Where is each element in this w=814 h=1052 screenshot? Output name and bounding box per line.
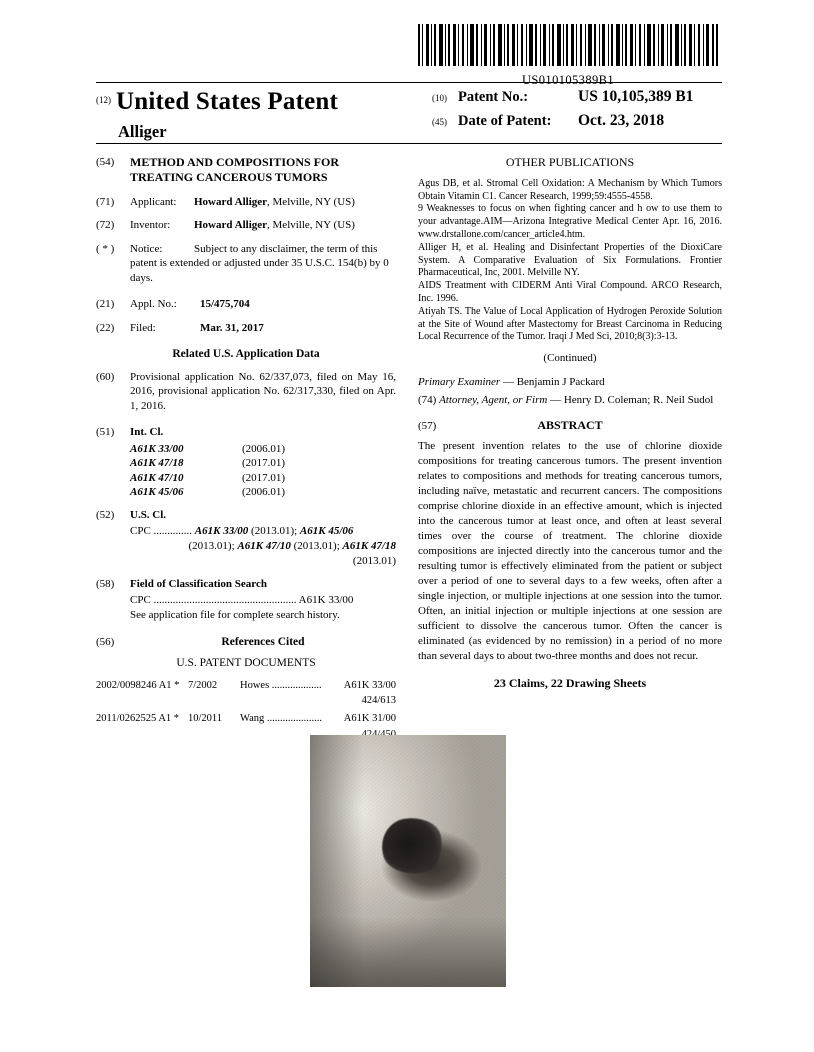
claims-drawings-line: 23 Claims, 22 Drawing Sheets: [493, 675, 647, 690]
filed-label: Filed:: [130, 321, 156, 334]
reference-date: 7/2002: [188, 679, 218, 691]
references-heading: References Cited: [221, 636, 305, 649]
field-int-cl-tag: (51): [96, 426, 115, 439]
abstract-header-row: [418, 418, 722, 434]
barcode-image: [418, 24, 718, 66]
reference-pubno: 2011/0262525 A1 *: [96, 713, 180, 725]
related-text: Provisional application No. 62/337,073, filed on May 16, 2016, provisional application No. 62/317,330, filed on Apr. 1, 2016.: [130, 370, 396, 412]
barcode-block: [418, 24, 718, 88]
reference-assignee: Howes ...................: [240, 679, 322, 691]
field-appl-no: [96, 297, 396, 312]
int-cl-row: [130, 485, 396, 500]
inventor-address: , Melville, NY (US): [267, 219, 355, 232]
int-cl-class: A61K 47/10: [130, 471, 184, 484]
cpc-date-2: (2013.01);: [188, 539, 238, 552]
cpc-line-1: [130, 524, 396, 539]
cpc-line-2: [130, 539, 396, 554]
applicant-name: Howard Alliger: [194, 195, 268, 208]
field-related: [96, 370, 396, 414]
int-cl-year: (2006.01): [242, 442, 286, 455]
masthead: [96, 88, 722, 142]
patent-number-label: Patent No.:: [458, 89, 529, 105]
cpc-class-2: A61K 45/06: [299, 525, 354, 538]
field-inventor: [96, 218, 396, 233]
appl-no-label: Appl. No.:: [130, 298, 177, 311]
attorney-label: Attorney, Agent, or Firm: [439, 394, 548, 407]
reference-class: A61K 33/00: [343, 679, 396, 691]
notice-text: Subject to any disclaimer, the term of this patent is extended or adjusted under 35 U.S.C. 154(b) by 0 days.: [130, 242, 389, 284]
barcode-number: US010105389B1: [521, 73, 615, 87]
field-filed-tag: (22): [96, 321, 115, 334]
field-title: [96, 155, 396, 186]
patent-date-row: [432, 112, 722, 130]
cpc-class-1: A61K 33/00: [194, 525, 249, 538]
header-rule-bottom: [96, 143, 722, 144]
reference-row: [96, 712, 396, 726]
field-notice-tag: ( * ): [96, 242, 115, 255]
field-int-cl: [96, 425, 396, 440]
patent-number-row: [432, 88, 722, 106]
abstract-heading: ABSTRACT: [537, 417, 603, 432]
patent-number-value: US 10,105,389 B1: [578, 88, 694, 105]
field-applicant-tag: (71): [96, 195, 115, 208]
filed-value: Mar. 31, 2017: [200, 321, 264, 334]
us-cl-label: U.S. Cl.: [130, 508, 167, 521]
attorney-line: [418, 393, 722, 407]
appl-no-value: 15/475,704: [200, 298, 250, 311]
int-cl-year: (2006.01): [242, 486, 286, 499]
field-appl-no-tag: (21): [96, 298, 115, 311]
other-publication-entry: 9 Weaknesses to focus on when fighting cancer and h ow to use them to your advantage.AIM—Arizona Integrative Medical Center Apr. 16, 2016. www.drstallone.com/cancer_article4.htm.: [418, 203, 722, 241]
field-fcs: [96, 577, 396, 592]
patent-date-tag: (45): [432, 117, 447, 127]
filed-body: [130, 321, 396, 336]
reference-pubno: 2002/0098246 A1 *: [96, 679, 180, 691]
inventor-label: Inventor:: [130, 219, 171, 232]
patent-date-label: Date of Patent:: [458, 113, 552, 129]
attorney-tag: (74): [418, 394, 437, 407]
right-column: [418, 155, 722, 691]
field-us-cl-tag: (52): [96, 508, 115, 521]
field-us-cl: [96, 508, 396, 523]
int-cl-class: A61K 33/00: [130, 442, 184, 455]
cpc-block: [130, 524, 396, 569]
reference-subclass: 424/613: [361, 695, 396, 707]
applicant-label: Applicant:: [130, 195, 177, 208]
primary-examiner-name: Benjamin J Packard: [516, 375, 605, 388]
us-patent-documents-heading: U.S. PATENT DOCUMENTS: [176, 657, 316, 670]
page-title: United States Patent: [116, 88, 339, 115]
primary-examiner-line: [418, 375, 722, 390]
primary-examiner-dash: —: [500, 375, 517, 388]
int-cl-year: (2017.01): [242, 471, 286, 484]
other-publication-entry: Atiyah TS. The Value of Local Application of Hydrogen Peroxide Solution at the Site of Wound after Mastectomy for Breast Carcinoma in Reducing Local Recurrence of the Tumor. Iraqi J Med Sci, 2010;8(3):3-13.: [418, 305, 722, 343]
reference-date: 10/2011: [188, 713, 223, 725]
cpc-date-1: (2013.01);: [248, 525, 300, 538]
other-publication-entry: Agus DB, et al. Stromal Cell Oxidation: A Mechanism by Which Tumors Obtain Vitamin C1. Cancer Research, 1999;59:4555-4558.: [418, 177, 722, 202]
fcs-label: Field of Classification Search: [130, 577, 267, 590]
primary-examiner-label: Primary Examiner: [418, 375, 501, 388]
fcs-see-line: See application file for complete search history.: [130, 608, 340, 621]
inventor-surname: Alliger: [118, 122, 167, 141]
int-cl-row: [130, 456, 396, 471]
field-references-tag: (56): [96, 636, 115, 649]
field-notice: [96, 242, 396, 286]
reference-row: [96, 679, 396, 693]
notice-body: [130, 242, 396, 286]
kind-code: (12): [96, 94, 111, 105]
cpc-class-4: A61K 47/18: [342, 539, 396, 552]
applicant-address: , Melville, NY (US): [267, 195, 355, 208]
attorney-name: Henry D. Coleman; R. Neil Sudol: [563, 394, 714, 407]
field-inventor-tag: (72): [96, 219, 115, 232]
inventor-name: Howard Alliger: [194, 219, 268, 232]
int-cl-year: (2017.01): [242, 457, 286, 470]
fcs-cpc-line: CPC .................................................... A61K 33/00: [130, 594, 354, 607]
patent-date-value: Oct. 23, 2018: [578, 112, 665, 129]
masthead-right: [432, 88, 722, 142]
abstract-text: The present invention relates to the use of chlorine dioxide compositions for treating cancerous tumors. The present invention relates to compositions and methods for treating cancerous tumors, including naïve, metastatic and recurrent cancers. The compositions comprise chlorine dioxide in an effective amount, which is injected into the cancerous tumor at least once, and often at least several times over the course of treatment. The chlorine dioxide compositions are injected directly into the cancerous tumor and the resulting tumor is effectively eliminated from the patient or subject over a period of one to several days to a few weeks, often after a single injection, or multiple injections at one session into the tumor. Often, an initial injection or multiple injections at one session are sufficient to dissolve the cancerous tumor. Often the cancer is eliminated (as evidenced by no remission) in a period of no more than several days to about two-three months and does not recur.: [418, 440, 722, 662]
invention-title: METHOD AND COMPOSITIONS FOR TREATING CANCEROUS TUMORS: [130, 155, 340, 185]
left-column: [96, 155, 396, 746]
patent-number-tag: (10): [432, 93, 447, 103]
int-cl-row: [130, 442, 396, 457]
header-rule-top: [96, 82, 722, 83]
notice-label: Notice:: [130, 242, 163, 255]
reference-class: A61K 31/00: [343, 713, 396, 725]
int-cl-class: A61K 47/18: [130, 457, 184, 470]
field-references: [96, 635, 396, 650]
other-publications-heading: OTHER PUBLICATIONS: [505, 155, 635, 169]
figure-shadow-bottom: [310, 917, 506, 987]
abstract-tag: (57): [418, 419, 437, 432]
field-fcs-tag: (58): [96, 577, 115, 590]
front-page-figure: [310, 735, 506, 987]
other-publication-entry: Alliger H, et al. Healing and Disinfectant Properties of the DioxiCare System. A Comparative Evaluation of Six Formulations. Frontier Pharmaceutical, Inc, 2001. Melville NY.: [418, 241, 722, 279]
field-filed: [96, 321, 396, 336]
int-cl-row: [130, 471, 396, 486]
other-publication-entry: AIDS Treatment with CIDERM Anti Viral Compound. ARCO Research, Inc. 1996.: [418, 280, 722, 304]
int-cl-class: A61K 45/06: [130, 486, 184, 499]
masthead-left: [96, 88, 416, 142]
related-data-heading: Related U.S. Application Data: [172, 348, 320, 361]
cpc-class-3: A61K 47/10: [237, 539, 291, 552]
int-cl-label: Int. Cl.: [130, 426, 164, 439]
continued-marker: (Continued): [543, 352, 597, 365]
applicant-body: [130, 195, 396, 210]
field-applicant: [96, 195, 396, 210]
appl-no-body: [130, 297, 396, 312]
cpc-lead: CPC ..............: [130, 525, 193, 538]
field-related-tag: (60): [96, 370, 115, 383]
attorney-dash: —: [547, 394, 564, 407]
field-title-tag: (54): [96, 156, 115, 168]
reference-assignee: Wang .....................: [240, 713, 322, 725]
cpc-date-3: (2013.01);: [290, 539, 343, 552]
cpc-line-3: (2013.01): [352, 554, 396, 567]
inventor-body: [130, 218, 396, 233]
